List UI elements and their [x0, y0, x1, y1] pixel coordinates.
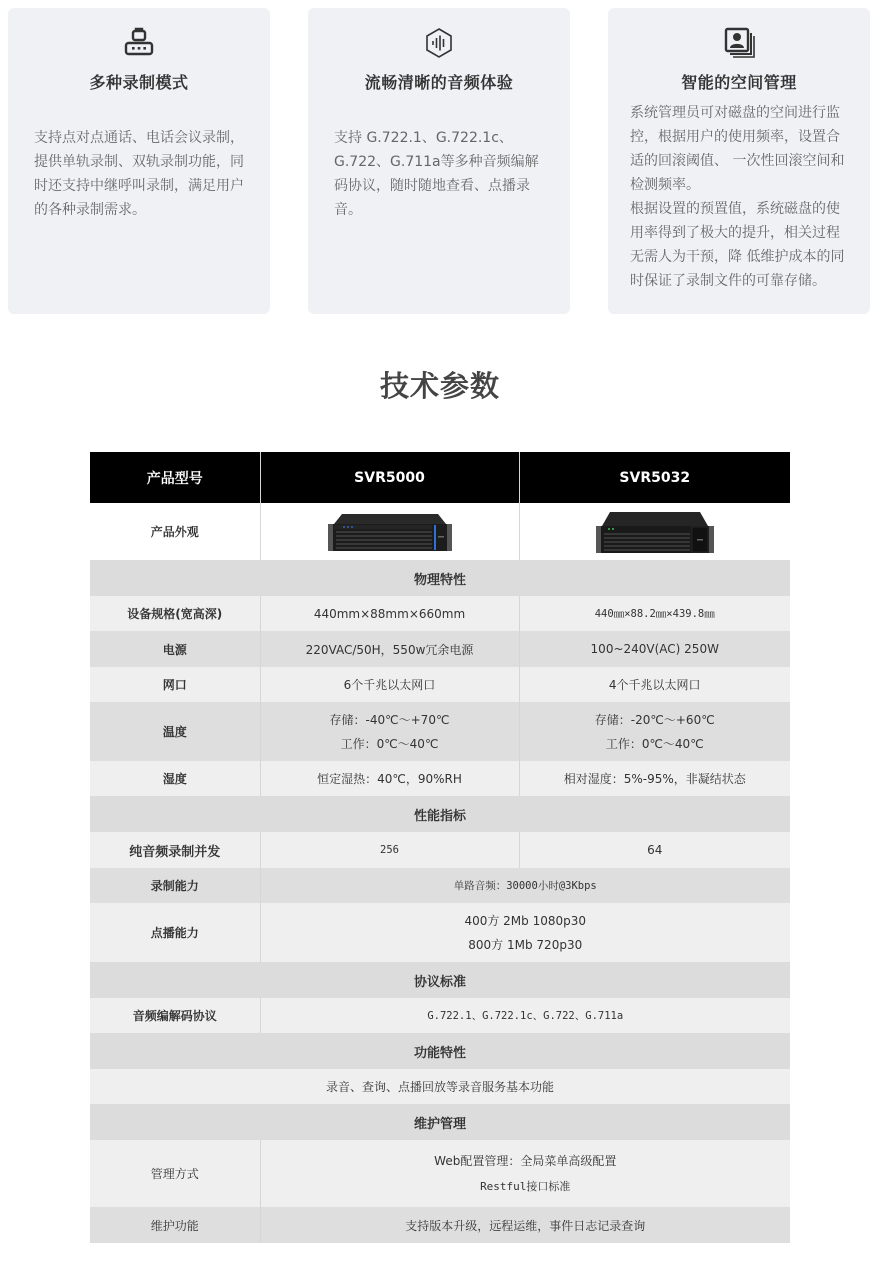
audio-wave-hexagon-icon	[308, 26, 570, 60]
row-label: 湿度	[90, 761, 260, 796]
table-row	[90, 667, 790, 702]
table-row	[90, 998, 790, 1033]
product-image-svr5032	[519, 503, 790, 560]
row-label: 维护功能	[90, 1207, 260, 1243]
row-label: 音频编解码协议	[90, 998, 260, 1033]
row-label: 录制能力	[90, 868, 260, 903]
table-row	[90, 596, 790, 631]
section-heading: 协议标准	[90, 962, 790, 998]
cell-svr5032: 相对湿度：5%-95%，非凝结状态	[519, 761, 790, 796]
cell-shared: 支持版本升级，远程运维，事件日志记录查询	[260, 1207, 790, 1243]
table-row	[90, 868, 790, 903]
table-header-row	[90, 452, 790, 503]
column-header: 产品型号	[90, 452, 260, 503]
section-row-maintenance	[90, 1104, 790, 1140]
section-row-performance	[90, 796, 790, 832]
feature-card-audio-experience	[308, 8, 570, 314]
feature-description-text: 支持点对点通话、电话会议录制，提供单轨录制、双轨录制功能，同时还支持中继呼叫录制，满足用户的各种录制需求。	[34, 130, 244, 218]
feature-card-recording-modes	[8, 8, 270, 314]
feature-description-text: 支持 G.722.1、G.722.1c、G.722、G.711a等多种音频编解码协议，随时随地查看、点播录音。	[334, 130, 539, 218]
cell-line: 工作：0℃～40℃	[605, 736, 704, 751]
cell-svr5000: 256	[260, 832, 519, 868]
section-row-function	[90, 1033, 790, 1069]
cell-svr5032	[519, 702, 790, 761]
feature-description	[34, 126, 248, 222]
section-heading: 维护管理	[90, 1104, 790, 1140]
feature-title: 多种录制模式	[89, 73, 189, 92]
section-row-protocol	[90, 962, 790, 998]
cell-line: Restful接口标准	[480, 1179, 571, 1193]
table-row	[90, 761, 790, 796]
cell-shared	[260, 903, 790, 962]
cell-svr5032: 100~240V(AC) 250W	[519, 631, 790, 667]
user-profile-stack-icon	[608, 26, 870, 60]
cell-svr5000: 恒定湿热：40℃，90%RH	[260, 761, 519, 796]
row-label: 电源	[90, 631, 260, 667]
table-row-appearance	[90, 503, 790, 560]
feature-cards	[8, 8, 872, 314]
column-header: SVR5000	[260, 452, 519, 503]
section-heading: 功能特性	[90, 1033, 790, 1069]
feature-title: 流畅清晰的音频体验	[364, 73, 514, 92]
table-row	[90, 1207, 790, 1243]
table-row	[90, 832, 790, 868]
row-label: 产品外观	[90, 503, 260, 560]
cell-line: 工作：0℃～40℃	[340, 736, 439, 751]
cell-shared: 单路音频：30000小时@3Kbps	[260, 868, 790, 903]
table-row	[90, 631, 790, 667]
table-row	[90, 1069, 790, 1104]
cell-line: Web配置管理：全局菜单高级配置	[434, 1153, 617, 1168]
column-header: SVR5032	[519, 452, 790, 503]
row-label: 温度	[90, 702, 260, 761]
row-label: 点播能力	[90, 903, 260, 962]
feature-description	[334, 126, 548, 222]
cell-line: 存储：-20℃～+60℃	[594, 712, 715, 727]
table-row	[90, 702, 790, 761]
row-label: 设备规格(宽高深)	[90, 596, 260, 631]
table-row	[90, 903, 790, 962]
cell-svr5000: 440mm×88mm×660mm	[260, 596, 519, 631]
section-heading: 性能指标	[90, 796, 790, 832]
section-row-physical	[90, 560, 790, 596]
cell-shared: G.722.1、G.722.1c、G.722、G.711a	[260, 998, 790, 1033]
feature-description-text: 系统管理员可对磁盘的空间进行监控，根据用户的使用频率，设置合适的回滚阈值、 一次性回滚空间和检测频率。	[630, 105, 845, 193]
row-label: 纯音频录制并发	[90, 832, 260, 868]
cell-line: 800方 1Mb 720p30	[468, 937, 583, 952]
section-title: 技术参数	[379, 369, 500, 403]
feature-description-text: 根据设置的预置值，系统磁盘的使用率得到了极大的提升，相关过程无需人为干预，降 低维护成本的同时保证了录制文件的可靠存储。	[630, 201, 845, 289]
cell-svr5032: 4个千兆以太网口	[519, 667, 790, 702]
feature-description	[630, 101, 846, 293]
cell-line: 400方 2Mb 1080p30	[464, 913, 587, 928]
cell-svr5000: 6个千兆以太网口	[260, 667, 519, 702]
cell-svr5000	[260, 702, 519, 761]
recorder-device-icon	[8, 26, 270, 60]
cell-svr5032: 440㎜×88.2㎜×439.8㎜	[519, 596, 790, 631]
spec-table	[90, 452, 790, 1243]
cell-svr5032: 64	[519, 832, 790, 868]
product-image-svr5000	[260, 503, 519, 560]
feature-card-space-management	[608, 8, 870, 314]
cell-line: 存储：-40℃～+70℃	[329, 712, 450, 727]
section-heading: 物理特性	[90, 560, 790, 596]
cell-shared	[260, 1140, 790, 1207]
cell-svr5000: 220VAC/50H，550w冗余电源	[260, 631, 519, 667]
row-label: 网口	[90, 667, 260, 702]
feature-title: 智能的空间管理	[681, 73, 797, 92]
cell-full: 录音、查询、点播回放等录音服务基本功能	[90, 1069, 790, 1104]
table-row	[90, 1140, 790, 1207]
row-label: 管理方式	[90, 1140, 260, 1207]
